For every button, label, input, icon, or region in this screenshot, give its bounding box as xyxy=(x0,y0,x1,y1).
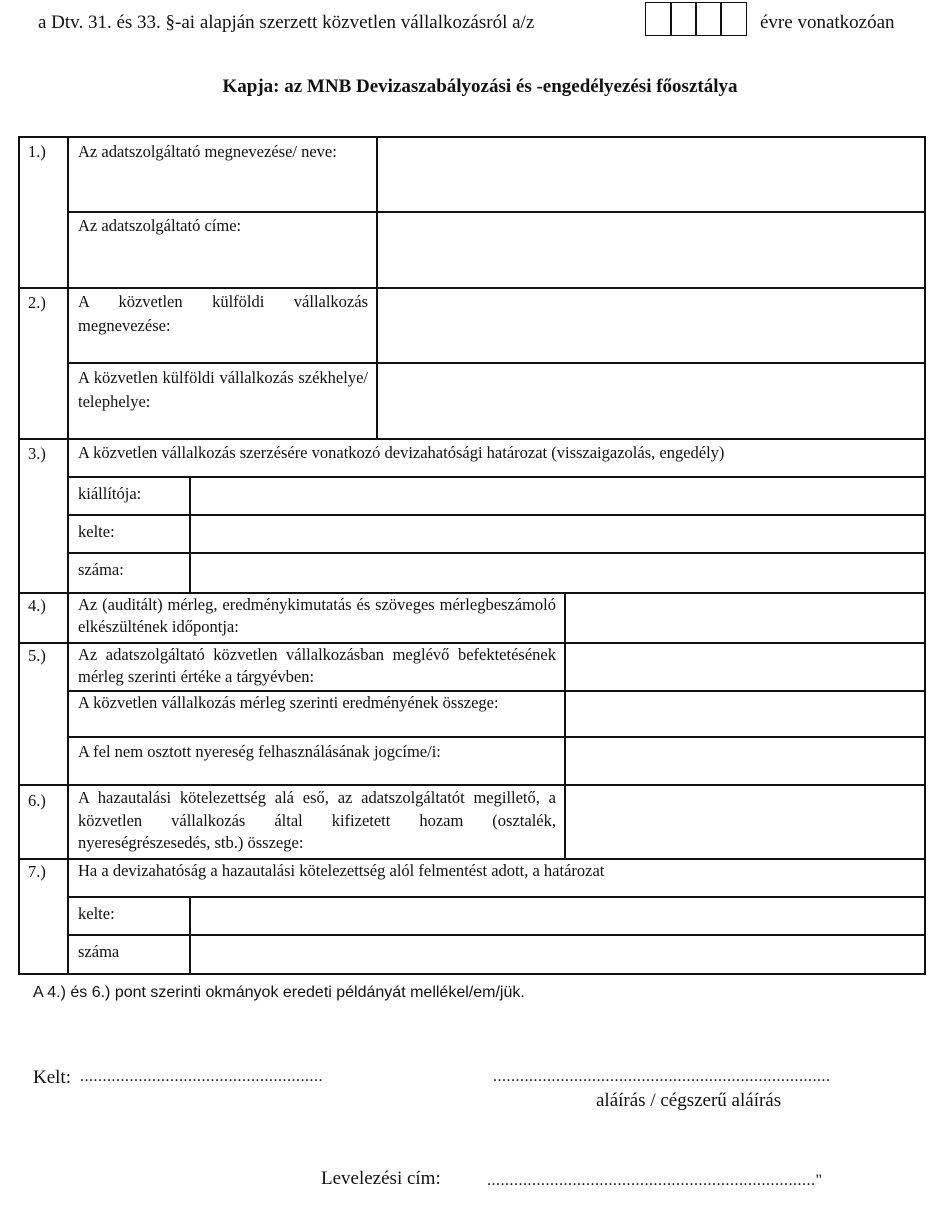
authority-decision-heading: A közvetlen vállalkozás szerzésére vonatkozó devizahatósági határozat (visszaigazolás, engedély) xyxy=(78,443,725,462)
foreign-enterprise-seat-field[interactable] xyxy=(378,364,923,437)
foreign-enterprise-name-field[interactable] xyxy=(378,289,923,361)
row-number: 7.) xyxy=(28,862,46,881)
provider-name-label: Az adatszolgáltató megnevezése/ neve: xyxy=(78,142,337,161)
provider-address-field[interactable] xyxy=(378,213,923,285)
foreign-enterprise-name-label: A közvetlen külföldi vállalkozás megnevezése: xyxy=(78,292,368,335)
undistributed-profit-field[interactable] xyxy=(566,738,923,783)
enterprise-result-label: A közvetlen vállalkozás mérleg szerinti eredményének összege: xyxy=(78,693,499,712)
exemption-decision-heading: Ha a devizahatóság a hazautalási kötelezettség alól felmentést adott, a határozat xyxy=(78,861,605,880)
balance-sheet-date-label: Az (auditált) mérleg, eredménykimutatás és szöveges mérlegbeszámoló elkészültének időpontja: xyxy=(78,595,556,636)
decision-date-field[interactable] xyxy=(191,516,923,551)
row-number: 2.) xyxy=(28,293,46,312)
page-title: Kapja: az MNB Devizaszabályozási és -engedélyezési főosztálya xyxy=(222,76,738,97)
row-number: 5.) xyxy=(28,646,46,665)
decision-issuer-field[interactable] xyxy=(191,478,923,513)
attachment-note: A 4.) és 6.) pont szerinti okmányok eredeti példányát mellékel/em/jük. xyxy=(33,984,525,1001)
provider-address-label: Az adatszolgáltató címe: xyxy=(78,216,242,235)
row-number: 1.) xyxy=(28,142,46,161)
repatriation-yield-field[interactable] xyxy=(566,786,923,857)
investment-value-label: Az adatszolgáltató közvetlen vállalkozásban meglévő befektetésének mérleg szerinti értéke a tárgyévben: xyxy=(78,645,556,686)
decision-date-label: kelte: xyxy=(78,522,115,541)
decision-number-label: száma: xyxy=(78,560,124,579)
row-number: 6.) xyxy=(28,791,46,810)
year-input[interactable] xyxy=(645,2,745,36)
address-field[interactable]: ........................................................................." xyxy=(487,1172,823,1189)
report-form xyxy=(18,136,926,974)
balance-sheet-date-field[interactable] xyxy=(566,594,923,641)
repatriation-yield-label: A hazautalási kötelezettség alá eső, az adatszolgáltatót megillető, a közvetlen vállalkozás által kifizetett hozam (osztalék, nyereségrészesedés, stb.) összege: xyxy=(78,788,556,852)
year-digit-box[interactable] xyxy=(720,2,747,36)
address-label: Levelezési cím: xyxy=(321,1168,441,1189)
year-digit-box[interactable] xyxy=(645,2,672,36)
signature-field[interactable]: ........................................................................... xyxy=(493,1068,831,1085)
year-digit-box[interactable] xyxy=(670,2,697,36)
kelt-label: Kelt: xyxy=(33,1067,71,1088)
signature-label: aláírás / cégszerű aláírás xyxy=(596,1090,782,1111)
row-number: 3.) xyxy=(28,444,46,463)
provider-name-field[interactable] xyxy=(378,138,923,210)
foreign-enterprise-seat-label: A közvetlen külföldi vállalkozás székhelye/ telephelye: xyxy=(78,368,368,411)
exemption-date-field[interactable] xyxy=(191,898,923,933)
year-digit-box[interactable] xyxy=(695,2,722,36)
undistributed-profit-label: A fel nem osztott nyereség felhasználásának jogcíme/i: xyxy=(78,742,441,761)
row-number: 4.) xyxy=(28,596,46,615)
decision-number-field[interactable] xyxy=(191,554,923,591)
header-text-before: a Dtv. 31. és 33. §-ai alapján szerzett közvetlen vállalkozásról a/z xyxy=(38,12,535,33)
enterprise-result-field[interactable] xyxy=(566,692,923,735)
decision-issuer-label: kiállítója: xyxy=(78,484,142,503)
exemption-number-field[interactable] xyxy=(191,936,923,972)
investment-value-field[interactable] xyxy=(566,644,923,689)
exemption-date-label: kelte: xyxy=(78,904,115,923)
kelt-field[interactable]: ...................................................... xyxy=(80,1068,323,1085)
header-text-after: évre vonatkozóan xyxy=(760,12,895,33)
exemption-number-label: száma xyxy=(78,942,120,961)
